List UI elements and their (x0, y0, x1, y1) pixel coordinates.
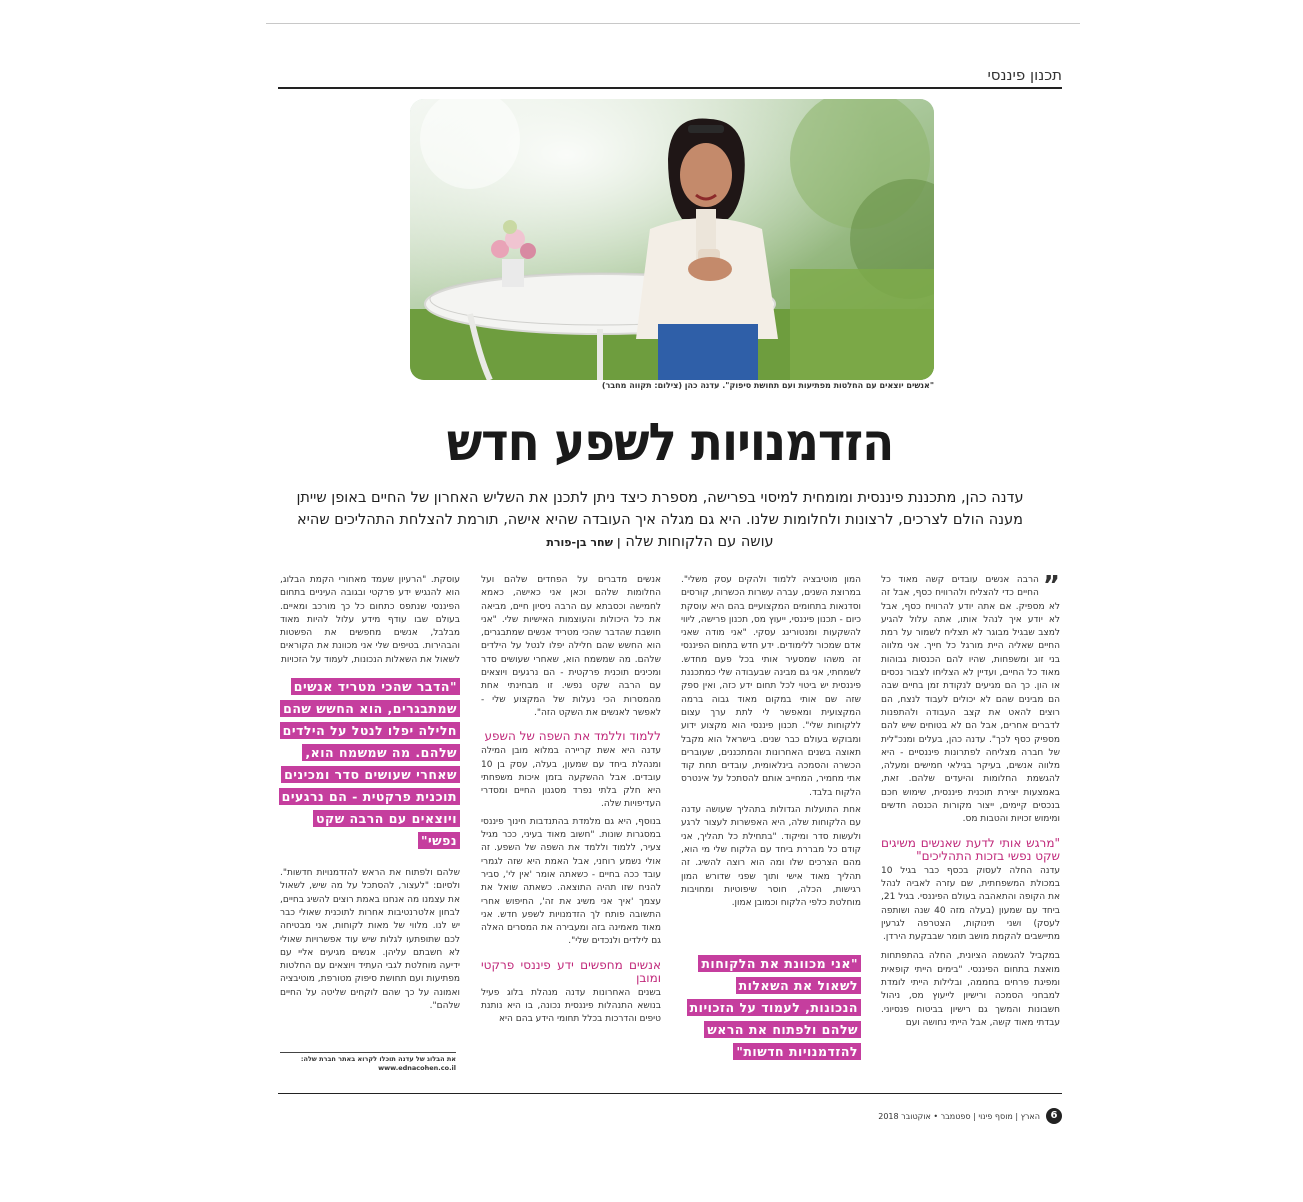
pull-quote-1 (681, 953, 861, 1063)
column-1-paragraph-3: במקביל להגשמה הציונית, החלה בהתפתחות מואצת בתחום הפיננסי. "בימים הייתי קופאית ומפיגת פרחים בחממה, ובלילות הייתי לומדת למבחני הסמכה ורישיון לייעוץ מס, ניהול חשבונות והמשך גם רישיון בביטוח פנסיוני. עבדתי מאוד קשה, אבל הייתי נחושה ועם (881, 951, 1060, 1028)
column-3 (481, 574, 661, 1027)
opening-quote-mark: ” (1042, 571, 1060, 601)
column-2-paragraph-2: אחת התועלות הגדולות בתהליך שעושה עדנה עם הלקוחות שלה, היא האפשרות לעצור לרגע ולעשות סדר ומיקוד. "בתחילת כל תהליך, אני קודם כל מבררת ביחד עם הלקוח שלי מי הוא, מהם הצרכים שלו ומה הוא רוצה להשיג. זה תהליך מאוד אישי ותוך שפני שדורש המון רגישות, הכלה, חוסר שיפוטיות ומחויבות מוחלטת כלפי הלקוח וכמובן אמון. (681, 805, 861, 909)
column-3-subheading-1: ללמוד וללמד את השפה של השפע (484, 729, 661, 744)
page-number: 6 (1046, 1108, 1062, 1124)
column-3-paragraph-3: בנוסף, היא גם מלמדת בהתנדבות חינוך פיננסי במסגרות שונות. "חשוב מאוד בעיני, ככר מגיל צעיר, ללמוד וללמד את השפה של השפע. זה אולי נשמע רוחני, אבל האמת היא שזה לגמרי עובד ככה בחיים - כשאתה אומר 'אין לי', סביר להניח שזו תהיה התוצאה. כשאתה שואל את עצמך 'איך אני משיג את זה', החיפוש אחרי התשובה פותח לך הזדמנויות לשפע חדש. אני מאוד מאמינה בזה ומעבירה את המסרים האלה גם לילדים ולנכדים שלי". (481, 816, 661, 947)
byline: שחר בן-פורת (546, 536, 613, 549)
section-rule (278, 87, 1062, 89)
column-1-subheading: "מרגש אותי לדעת שאנשים משיגים שקט נפשי בזכות התהליכים" (881, 835, 1060, 863)
footnote-url[interactable]: www.ednacohen.co.il (378, 1064, 456, 1072)
blog-footnote (280, 1052, 456, 1073)
column-3-subheading-2: אנשים מחפשים ידע פיננסי פרקטי ומובן (481, 957, 661, 985)
page-footer (840, 1108, 1062, 1124)
column-1-paragraph-1: הרבה אנשים עובדים קשה מאוד כל החיים כדי להצליח ולהרוויח כסף, אבל זה לא מספיק. אם אתה יודע להרוויח כסף, אבל לא יודע איך לנהל אותו, אתה עלול להגיע למצב שבגיל מבוגר לא תצליח לשמור על רמת החיים שאליה היית מורגל כל חייך. אני מלווה בני זוג ומשפחות, שהיו להם הכנסות גבוהות מאוד כל החיים, ועדיין לא הצליחו לצבור נכסים או הון. כך הם מגיעים לנקודת זמן בחיים שבה הם מבינים שהם לא יכולים לעבוד לנצח, הם רוצים להאט את קצב העבודה ולהתפנות לדברים אחרים, אבל הם לא בטוחים שיש להם מספיק כסף לכך". עדנה כהן, בעלים ומנכ"לית של חברה מצליחה לפתרונות פיננסיים - היא מלווה אנשים, בעיקר בגילאי חמישים ומעלה, להגשמת החלומות והיעדים שלהם. זאת, באמצעות יצירת תוכנית פיננסית, שימוש חכם בנכסים קיימים, ייצור מקורות הכנסה חדשים ומימוש זכויות והטבות מס. (881, 575, 1060, 825)
subhead-text: עדנה כהן, מתכננת פיננסית ומומחית למיסוי בפרישה, מספרת כיצד ניתן לתכנן את השליש האחרון של החיים באופן שייתן מענה הולם לצרכים, לרצונות ולחלומות שלנו. היא גם מגלה איך העובדה שהיא אישה, תורמת להצלחת התהליכים שהיא עושה עם הלקוחות שלה (296, 490, 1024, 550)
column-3-paragraph-4: בשנים האחרונות עדנה מנהלת בלוג פעיל בנושא התנהלות פיננסית נכונה, בו היא נותנת טיפים והדרכות בכלל תחומי הידע בהם היא (481, 987, 661, 1025)
column-4-paragraph-1: עוסקת. "הרעיון שעמד מאחורי הקמת הבלוג, הוא להנגיש ידע פרקטי ובגובה העיניים בתחום הפיננסי שנתפס כתחום כל כך מורכב ומאיים. בעולם שבו עודף מידע עלול להיות מאוד מבלבל, אנשים מחפשים את הפשטות והבהירות. בטיפים שלי אני מכוונת את הקוראים לשאול את השאלות הנכונות, לעמוד על הזכויות (280, 575, 460, 665)
section-label: תכנון פיננסי (987, 66, 1062, 84)
pull-quote-2 (280, 676, 460, 852)
column-3-paragraph-2: עדנה היא אשת קריירה במלוא מובן המילה ומנהלת ביחד עם שמעון, בעלה, עסק בן 10 עובדים. אבל ההשקעה בזמן איכות משפחתי היא חלק בלתי נפרד מסגנון החיים ומסדרי העדיפויות שלה. (481, 746, 661, 810)
column-2-paragraph-1: המון מוטיבציה ללמוד ולהקים עסק משלי". במרוצת השנים, עברה עשרות הכשרות, קורסים וסדנאות בתחומים המקצועיים בהם היא עוסקת כיום - תכנון פיננסי, ייעוץ מס, תכנון פרישה, ליווי להשקעות ומנטורינג עסקי. "אני מודה שאני אדם שמכור ללימודים. ידע חדש בתחום הפיננסי זה משהו שמסעיר אותי בכל פעם מחדש. לשמחתי, אני גם מבינה שבעבודה שלי כמתכננת פיננסית יש ביטוי לכל תחום ידע כזה, ואין ספק שזה שם אותי במקום מאוד גבוה ברמה המקצועית ומאפשר לי לתת ערך עצום ללקוחות שלי". תכנון פיננסי הוא מקצוע ידוע ומבוקש בעולם כבר שנים. בישראל הוא מקבל תאוצה בשנים האחרונות והמתכננים, שעוברים הכשרה והסמכה בינלאומית, עובדים תחת קוד אתי מחמיר, המחייב אותם להסתכל על אינטרס הלקוח בלבד. (681, 575, 861, 798)
column-4-paragraph-2: שלהם ולפתוח את הראש להזדמנויות חדשות". ולסיום: "לעצור, להסתכל על מה שיש, לשאול את עצמנו מה אנחנו באמת רוצים להשיג בחיים, לבחון אלטרנטיבות אחרות לתוכנית שאולי כבר יש לנו. מלווי של מאות לקוחות, אני מבטיחה לכם שתופתעו לגלות שיש עוד אפשרויות שאולי לא חשבתם עליהן. אנשים מגיעים אליי עם ידיעה מוחלטת לגבי העתיד ויוצאים עם החלטות מפתיעות ועם תחושת סיפוק מטורפת, מוטיבציה ואמונה על כך שהם לוקחים שליטה על החיים שלהם". (280, 868, 460, 1012)
footer-text: הארץ | מוסף פינוי | ספטמבר • אוקטובר 2018 (878, 1111, 1040, 1121)
top-divider (266, 23, 1080, 24)
pull-quote-2-text: "הדבר שהכי מטריד אנשים שמתבגרים, הוא החשש שהם חלילה יפלו לנטל על הילדים שלהם. מה שמשמח הוא, שאחרי שעושים סדר ומכינים תוכנית פרקטית - הם נרגעים ויוצאים עם הרבה שקט נפשי" (279, 678, 460, 849)
column-1-paragraph-2: עדנה החלה לעסוק בכסף כבר בגיל 10 במכולת המשפחתית, שם עזרה לאביה לנהל את הקופה והתאהבה בעולם הפיננסי. בגיל 21, ביחד עם שמעון (בעלה מזה 40 שנה ושותפה לעסק) ושני תינוקות, הצטרפה לגרעין מתיישבים להקמת מושב תומר שבבקעת הירדן. (881, 865, 1061, 943)
footnote-line-1: את הבלוג של עדנה תוכלו לקרוא באתר חברת שלה: (300, 1055, 456, 1063)
subhead: עדנה כהן, מתכננת פיננסית ומומחית למיסוי בפרישה, מספרת כיצד ניתן לתכנן את השליש האחרון של החיים באופן שייתן מענה הולם לצרכים, לרצונות ולחלומות שלנו. היא גם מגלה איך העובדה שהיא אישה, תורמת להצלחת התהליכים שהיא עושה עם הלקוחות שלה | שחר בן-פורת (296, 490, 1024, 550)
photo-caption: "אנשים יוצאים עם החלטות מפתיעות ועם תחושת סיפוק". עדנה כהן (צילום: תקווה מחבר) (601, 381, 934, 390)
pull-quote-1-text: "אני מכוונת את הלקוחות לשאול את השאלות הנכונות, לעמוד על הזכויות שלהם ולפתוח את הראש להזדמנויות חדשות" (687, 955, 861, 1060)
photo-illustration (410, 99, 934, 380)
column-1 (881, 571, 1061, 1030)
headline: הזדמנויות לשפע חדש (446, 413, 894, 473)
portrait-photo (410, 99, 934, 380)
footer-rule (278, 1093, 1062, 1094)
column-3-paragraph-1: אנשים מדברים על הפחדים שלהם ועל החלומות שלהם וכאן אני כאישה, כאמא לחמישה וכסבתא עם הרבה ניסיון חיים, מביאה את כל היכולות והעוצמות האישיות שלי. "אני חושבת שהדבר שהכי מטריד אנשים שמתבגרים, הוא החשש שהם חלילה יפלו לנטל על הילדים שלהם. מה שמשמח הוא, שאחרי שעושים סדר ומכינים תוכנית פרקטית - הם נרגעים ויוצאים עם הרבה שקט נפשי. זו מבחינתי אחת מהמסרות הכי נעלות של המקצוע שלי - לאפשר לאנשים את השקט הזה". (481, 575, 661, 718)
column-2 (681, 574, 861, 910)
